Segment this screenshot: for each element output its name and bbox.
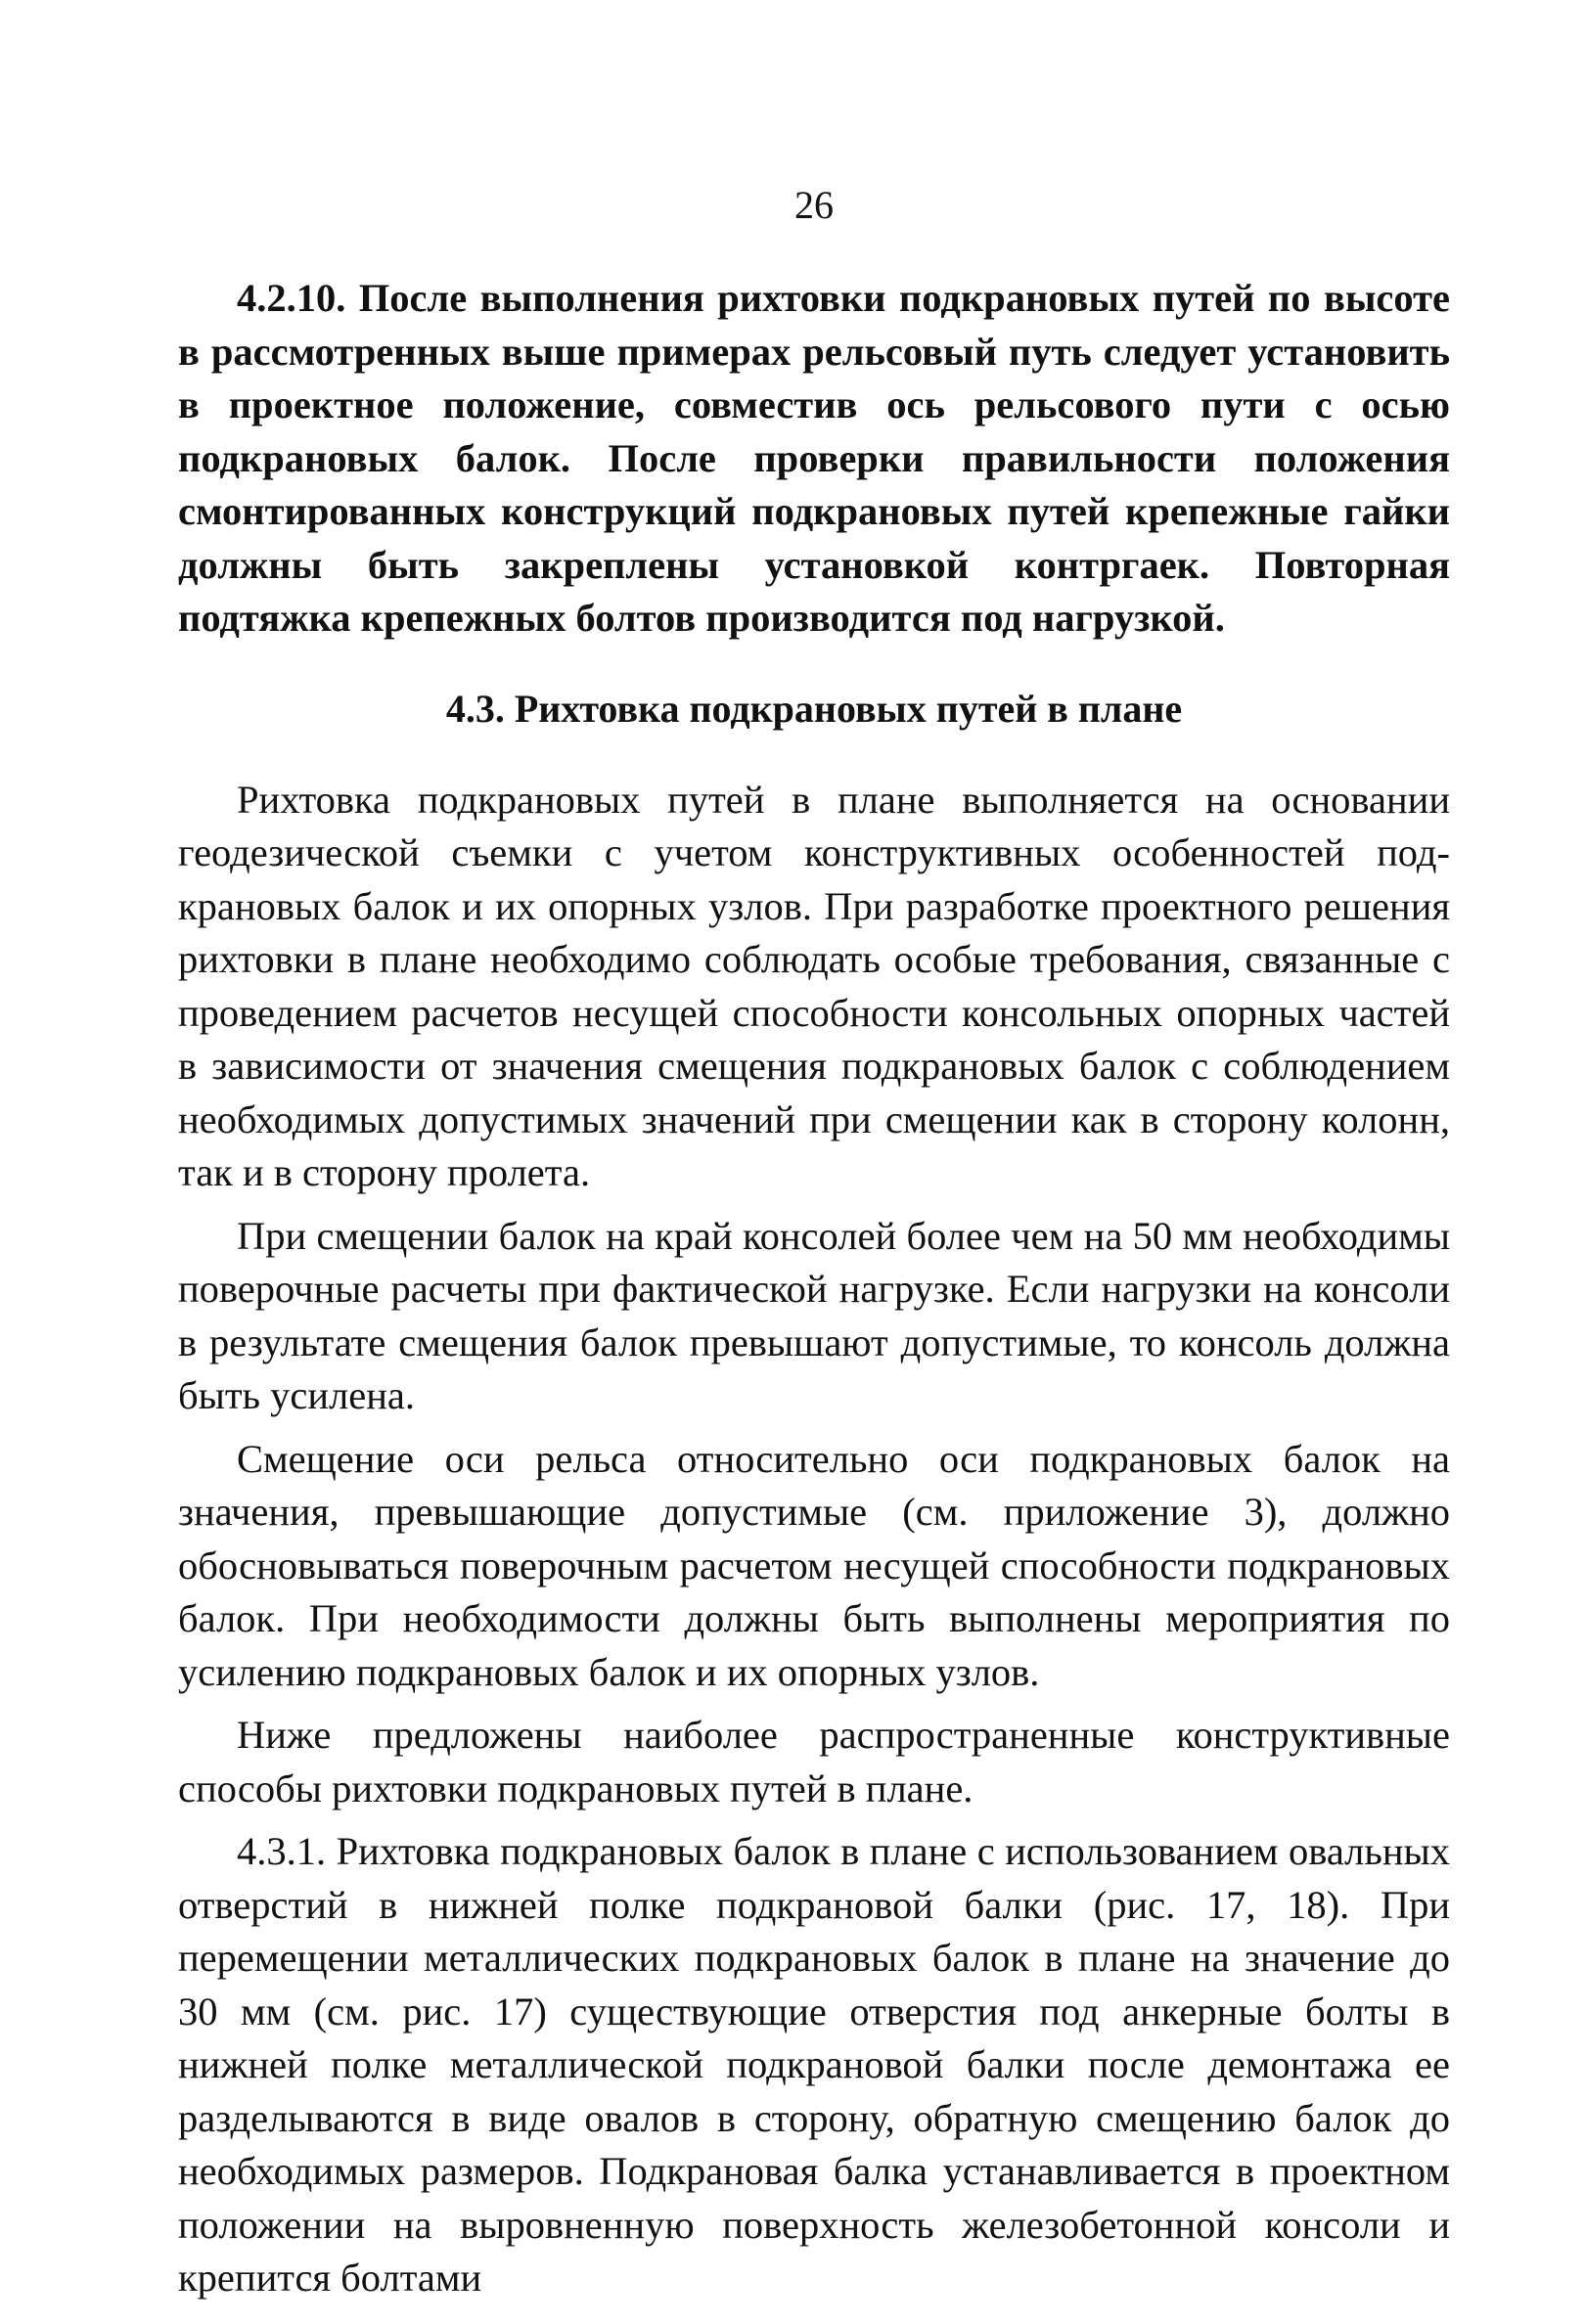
paragraph-intro: Рихтовка подкрановых путей в плане выполняется на основании геодезической съемки с учетом конструктивных особенностей подкрановых балок и их опорных узлов. При разработке проектного решения рихтовки в плане необходимо соблюдать особые требования, связанные с проведением расчетов несущей способности консольных опорных частей в зависимости от значения смещения подкрановых балок с соблюдением необходимых допустимых значений при смещении как в сторону колонн, так и в сторону пролета. bbox=[178, 777, 1450, 1194]
page-number: 26 bbox=[794, 183, 834, 227]
paragraph-methods: Ниже предложены наиболее распространенные конструктивные способы рихтовки подкрановых путей в плане. bbox=[178, 1713, 1450, 1810]
paragraph-4-2-10: 4.2.10. После выполнения рихтовки подкрановых путей по высоте в рассмотренных выше примерах рельсовый путь следует установить в проектное положение, совместив ось рельсового пути с осью подкрановых балок. После проверки правильности положения смонтированных конструкций подкрановых путей крепежные гайки должны быть закреплены установкой контргаек. Повторная подтяжка крепежных болтов производится под нагрузкой. bbox=[178, 276, 1450, 640]
section-heading: 4.3. Рихтовка подкрановых путей в плане bbox=[445, 686, 1183, 731]
paragraph-offset-50mm: При смещении балок на край консолей более чем на 50 мм необходимы поверочные расчеты при фактической нагрузке. Если нагрузки на консоли в результате смещения балок превышают допустимые, то консоль должна быть усилена. bbox=[178, 1213, 1450, 1417]
paragraph-rail-axis: Смещение оси рельса относительно оси подкрановых балок на значения, превышающие допустимые (см. приложение 3), должно обосновываться поверочным расчетом несущей способности подкрановых балок. При необходимости должны быть выполнены мероприятия по усилению подкрановых балок и их опорных узлов. bbox=[178, 1436, 1450, 1694]
paragraph-4-3-1: 4.3.1. Рихтовка подкрановых балок в плане с использованием овальных отверстий в нижней полке подкрановой балки (рис. 17, 18). При перемещении металлических подкрановых балок в плане на значение до 30 мм (см. рис. 17) существующие отверстия под анкерные болты в нижней полке металлической подкрановой балки после демонтажа ее разделываются в виде овалов в сторону, обратную смещению балок до необходимых размеров. Подкрановая балка устанавливается в проектном положении на выровненную поверхность железобетонной консоли и крепится болтами bbox=[178, 1829, 1450, 2300]
document-page bbox=[178, 176, 1450, 2305]
